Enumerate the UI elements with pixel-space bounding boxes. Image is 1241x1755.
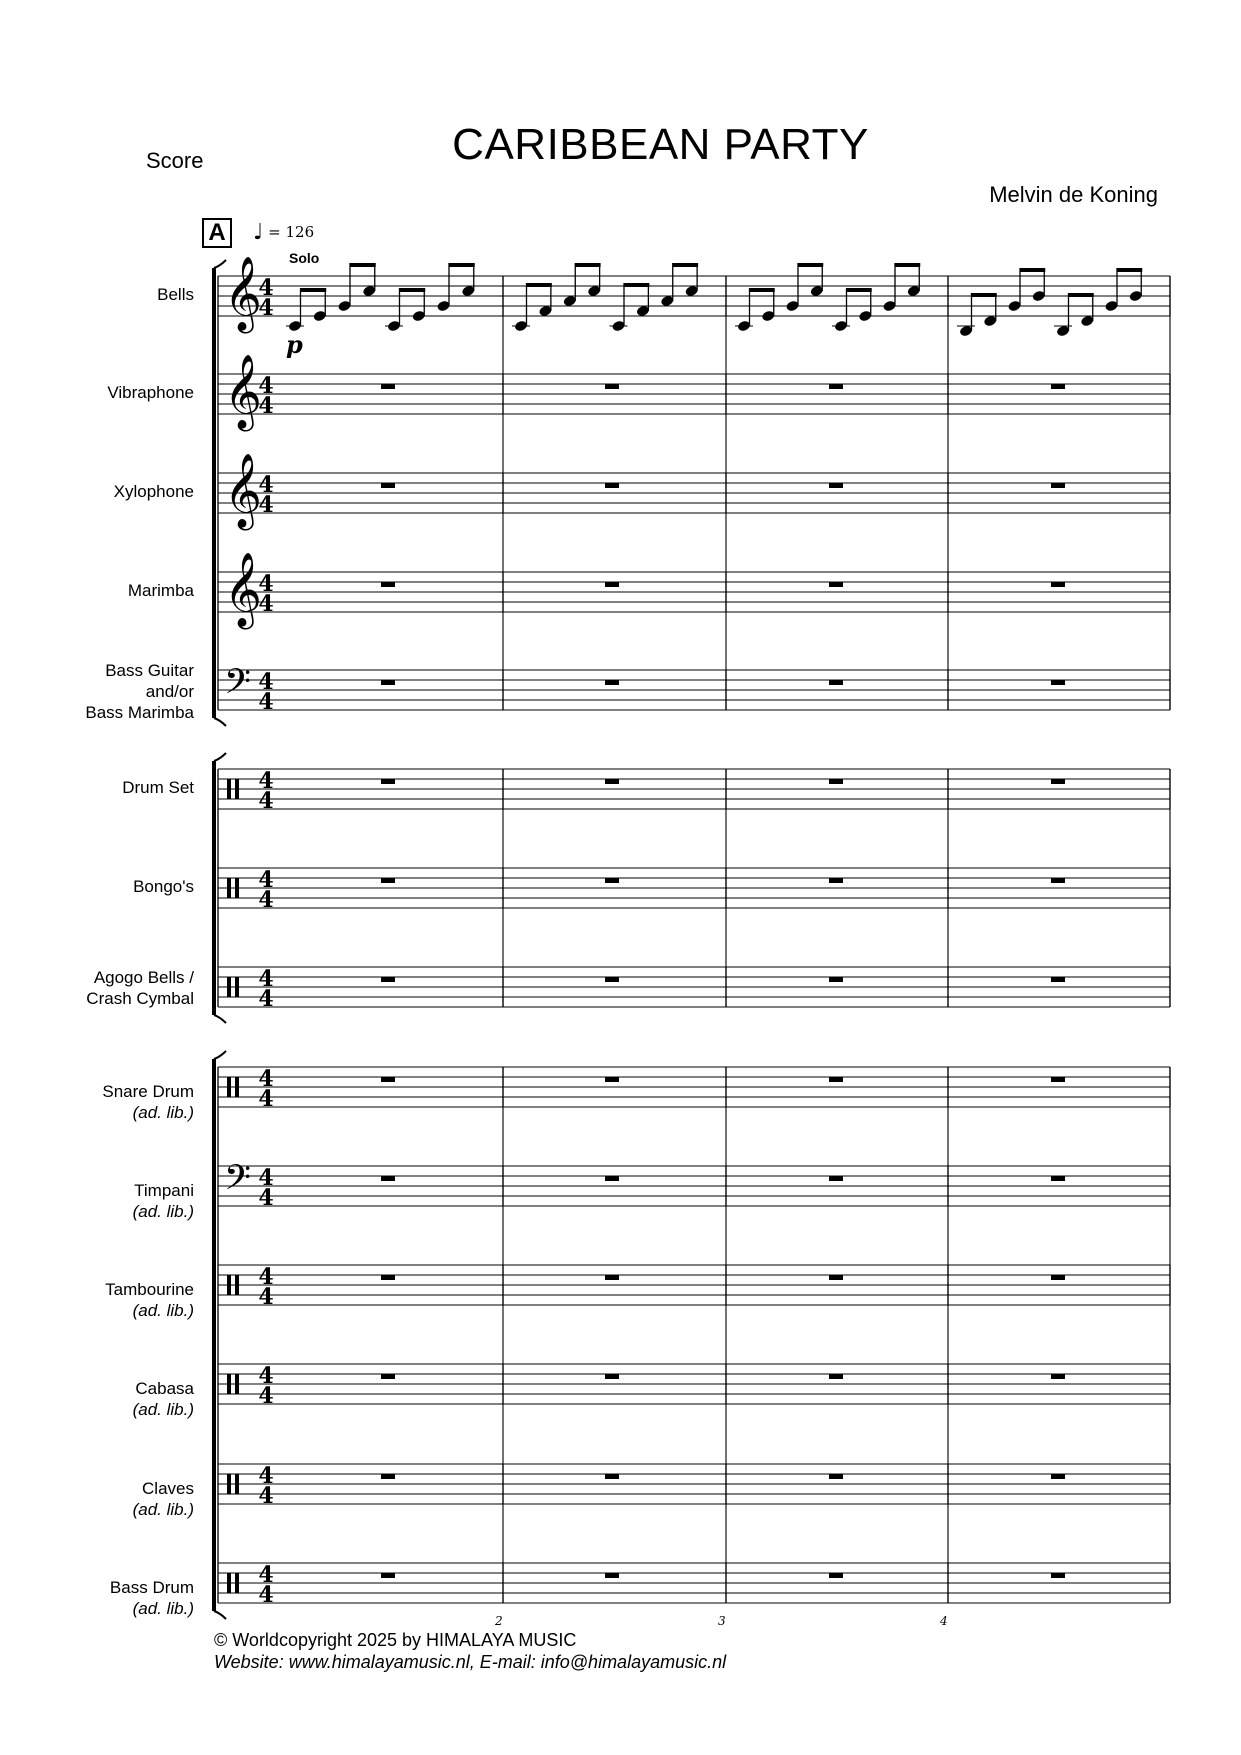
whole-rest (1051, 1275, 1065, 1280)
bracket-hook (214, 718, 226, 726)
copyright-notice: © Worldcopyright 2025 by HIMALAYA MUSIC (214, 1630, 577, 1650)
percussion-clef-icon (235, 878, 239, 898)
treble-clef-icon: 𝄞 (224, 553, 262, 627)
time-signature-bottom: 4 (258, 788, 274, 814)
whole-rest (381, 878, 395, 883)
whole-rest (605, 878, 619, 883)
percussion-clef-icon (235, 1573, 239, 1593)
percussion-clef-icon (235, 1077, 239, 1097)
note-beam (301, 288, 327, 292)
whole-rest (605, 1374, 619, 1379)
note-beam (750, 288, 775, 292)
whole-rest (1051, 1374, 1065, 1379)
bracket-hook (214, 1051, 226, 1059)
percussion-clef-icon (227, 977, 231, 997)
instrument-name: Bass Guitar (105, 661, 194, 680)
treble-clef-icon: 𝄞 (224, 454, 262, 528)
ad-lib-note: (ad. lib.) (132, 1301, 194, 1320)
whole-rest (381, 977, 395, 982)
instrument-name: Timpani (134, 1181, 194, 1200)
rehearsal-mark: A (202, 218, 232, 248)
percussion-clef-icon (227, 878, 231, 898)
whole-rest (381, 1374, 395, 1379)
percussion-clef-icon (227, 1374, 231, 1394)
instrument-name: Snare Drum (102, 1082, 194, 1101)
ad-lib-note: (ad. lib.) (132, 1103, 194, 1122)
time-signature-top: 4 (258, 966, 274, 992)
whole-rest (829, 483, 843, 488)
instrument-name: Bass Drum (109, 1578, 194, 1597)
time-signature-top: 4 (258, 1165, 274, 1191)
percussion-clef-icon (235, 1275, 239, 1295)
solo-marking: Solo (289, 250, 320, 266)
ad-lib-note: (ad. lib.) (132, 1400, 194, 1419)
bracket-hook (214, 753, 226, 761)
note-beam (527, 283, 552, 287)
dynamic-marking: p (286, 330, 303, 359)
time-signature-bottom: 4 (258, 393, 274, 419)
time-signature-top: 4 (258, 373, 274, 399)
whole-rest (1051, 384, 1065, 389)
whole-rest (829, 1374, 843, 1379)
measure-number: 2 (495, 1614, 503, 1628)
whole-rest (605, 1077, 619, 1082)
whole-rest (1051, 779, 1065, 784)
whole-rest (829, 779, 843, 784)
bass-clef-icon: 𝄢 (224, 1157, 252, 1206)
whole-rest (381, 1275, 395, 1280)
instrument-name: Claves (142, 1479, 194, 1498)
note-beam (847, 288, 872, 292)
composer: Melvin de Koning (989, 182, 1158, 207)
note-beam (449, 263, 475, 267)
whole-rest (381, 1077, 395, 1082)
ad-lib-note: (ad. lib.) (132, 1202, 194, 1221)
note-beam (1020, 268, 1045, 272)
whole-rest (605, 1474, 619, 1479)
note-beam (1117, 268, 1142, 272)
whole-rest (381, 384, 395, 389)
whole-rest (605, 582, 619, 587)
instrument-name: Agogo Bells / (93, 968, 194, 987)
bracket-hook (214, 1611, 226, 1619)
instrument-name: Xylophone (113, 482, 194, 501)
measure-number: 3 (718, 1614, 726, 1628)
time-signature-bottom: 4 (258, 1383, 274, 1409)
whole-rest (605, 384, 619, 389)
percussion-clef-icon (227, 1077, 231, 1097)
percussion-clef-icon (227, 1573, 231, 1593)
whole-rest (381, 483, 395, 488)
time-signature-bottom: 4 (258, 1185, 274, 1211)
whole-rest (1051, 483, 1065, 488)
instrument-name: Vibraphone (107, 383, 194, 402)
whole-rest (605, 977, 619, 982)
bracket-hook (214, 1015, 226, 1023)
ad-lib-note: (ad. lib.) (132, 1500, 194, 1519)
instrument-name: Cabasa (135, 1379, 194, 1398)
whole-rest (605, 779, 619, 784)
group-bracket (212, 268, 216, 718)
whole-rest (605, 680, 619, 685)
instrument-name: Crash Cymbal (86, 989, 194, 1008)
instrument-name: Bass Marimba (85, 703, 194, 722)
instrument-name: Bells (157, 285, 194, 304)
time-signature-bottom: 4 (258, 887, 274, 913)
whole-rest (829, 1077, 843, 1082)
time-signature-top: 4 (258, 1066, 274, 1092)
whole-rest (605, 1176, 619, 1181)
whole-rest (829, 680, 843, 685)
treble-clef-icon: 𝄞 (224, 257, 262, 331)
time-signature-top: 4 (258, 472, 274, 498)
time-signature-top: 4 (258, 275, 274, 301)
time-signature-top: 4 (258, 867, 274, 893)
whole-rest (381, 1176, 395, 1181)
percussion-clef-icon (235, 779, 239, 799)
note-beam (575, 263, 600, 267)
time-signature-top: 4 (258, 768, 274, 794)
time-signature-bottom: 4 (258, 591, 274, 617)
score-title: CARIBBEAN PARTY (452, 120, 869, 169)
percussion-clef-icon (227, 1474, 231, 1494)
whole-rest (381, 582, 395, 587)
note-beam (673, 263, 698, 267)
whole-rest (381, 1474, 395, 1479)
whole-rest (1051, 680, 1065, 685)
instrument-name: Tambourine (105, 1280, 194, 1299)
percussion-clef-icon (235, 1374, 239, 1394)
time-signature-top: 4 (258, 571, 274, 597)
whole-rest (829, 582, 843, 587)
whole-rest (829, 1275, 843, 1280)
whole-rest (1051, 1573, 1065, 1578)
measure-number: 4 (940, 1614, 948, 1628)
whole-rest (829, 1474, 843, 1479)
time-signature-top: 4 (258, 1264, 274, 1290)
time-signature-top: 4 (258, 1363, 274, 1389)
whole-rest (1051, 1474, 1065, 1479)
ad-lib-note: (ad. lib.) (132, 1599, 194, 1618)
time-signature-bottom: 4 (258, 1483, 274, 1509)
instrument-name: Drum Set (122, 778, 194, 797)
percussion-clef-icon (227, 779, 231, 799)
time-signature-top: 4 (258, 1562, 274, 1588)
time-signature-bottom: 4 (258, 1284, 274, 1310)
group-bracket (212, 761, 216, 1015)
note-beam (350, 263, 376, 267)
time-signature-bottom: 4 (258, 492, 274, 518)
website-contact: Website: www.himalayamusic.nl, E-mail: info@himalayamusic.nl (214, 1652, 727, 1672)
percussion-clef-icon (227, 1275, 231, 1295)
instrument-name: Bongo's (133, 877, 194, 896)
whole-rest (829, 878, 843, 883)
whole-rest (1051, 1176, 1065, 1181)
time-signature-bottom: 4 (258, 295, 274, 321)
whole-rest (829, 1176, 843, 1181)
tempo-value: = 126 (268, 223, 315, 241)
score-label: Score (146, 148, 204, 173)
whole-rest (605, 1275, 619, 1280)
quarter-note-icon: ♩ (253, 220, 264, 245)
treble-clef-icon: 𝄞 (224, 355, 262, 429)
time-signature-top: 4 (258, 669, 274, 695)
whole-rest (829, 384, 843, 389)
instrument-name: Marimba (127, 581, 194, 600)
note-beam (1069, 293, 1094, 297)
note-beam (798, 263, 823, 267)
whole-rest (381, 1573, 395, 1578)
whole-rest (381, 680, 395, 685)
whole-rest (381, 779, 395, 784)
time-signature-bottom: 4 (258, 1086, 274, 1112)
time-signature-bottom: 4 (258, 689, 274, 715)
percussion-clef-icon (235, 977, 239, 997)
whole-rest (829, 1573, 843, 1578)
note-beam (624, 283, 649, 287)
instrument-name: and/or (145, 682, 194, 701)
time-signature-bottom: 4 (258, 986, 274, 1012)
time-signature-top: 4 (258, 1463, 274, 1489)
percussion-clef-icon (235, 1474, 239, 1494)
whole-rest (605, 483, 619, 488)
note-beam (972, 293, 997, 297)
time-signature-bottom: 4 (258, 1582, 274, 1608)
whole-rest (605, 1573, 619, 1578)
whole-rest (1051, 977, 1065, 982)
note-beam (400, 288, 426, 292)
whole-rest (1051, 878, 1065, 883)
whole-rest (1051, 1077, 1065, 1082)
bass-clef-icon: 𝄢 (224, 661, 252, 710)
whole-rest (829, 977, 843, 982)
note-beam (895, 263, 920, 267)
whole-rest (1051, 582, 1065, 587)
group-bracket (212, 1059, 216, 1611)
